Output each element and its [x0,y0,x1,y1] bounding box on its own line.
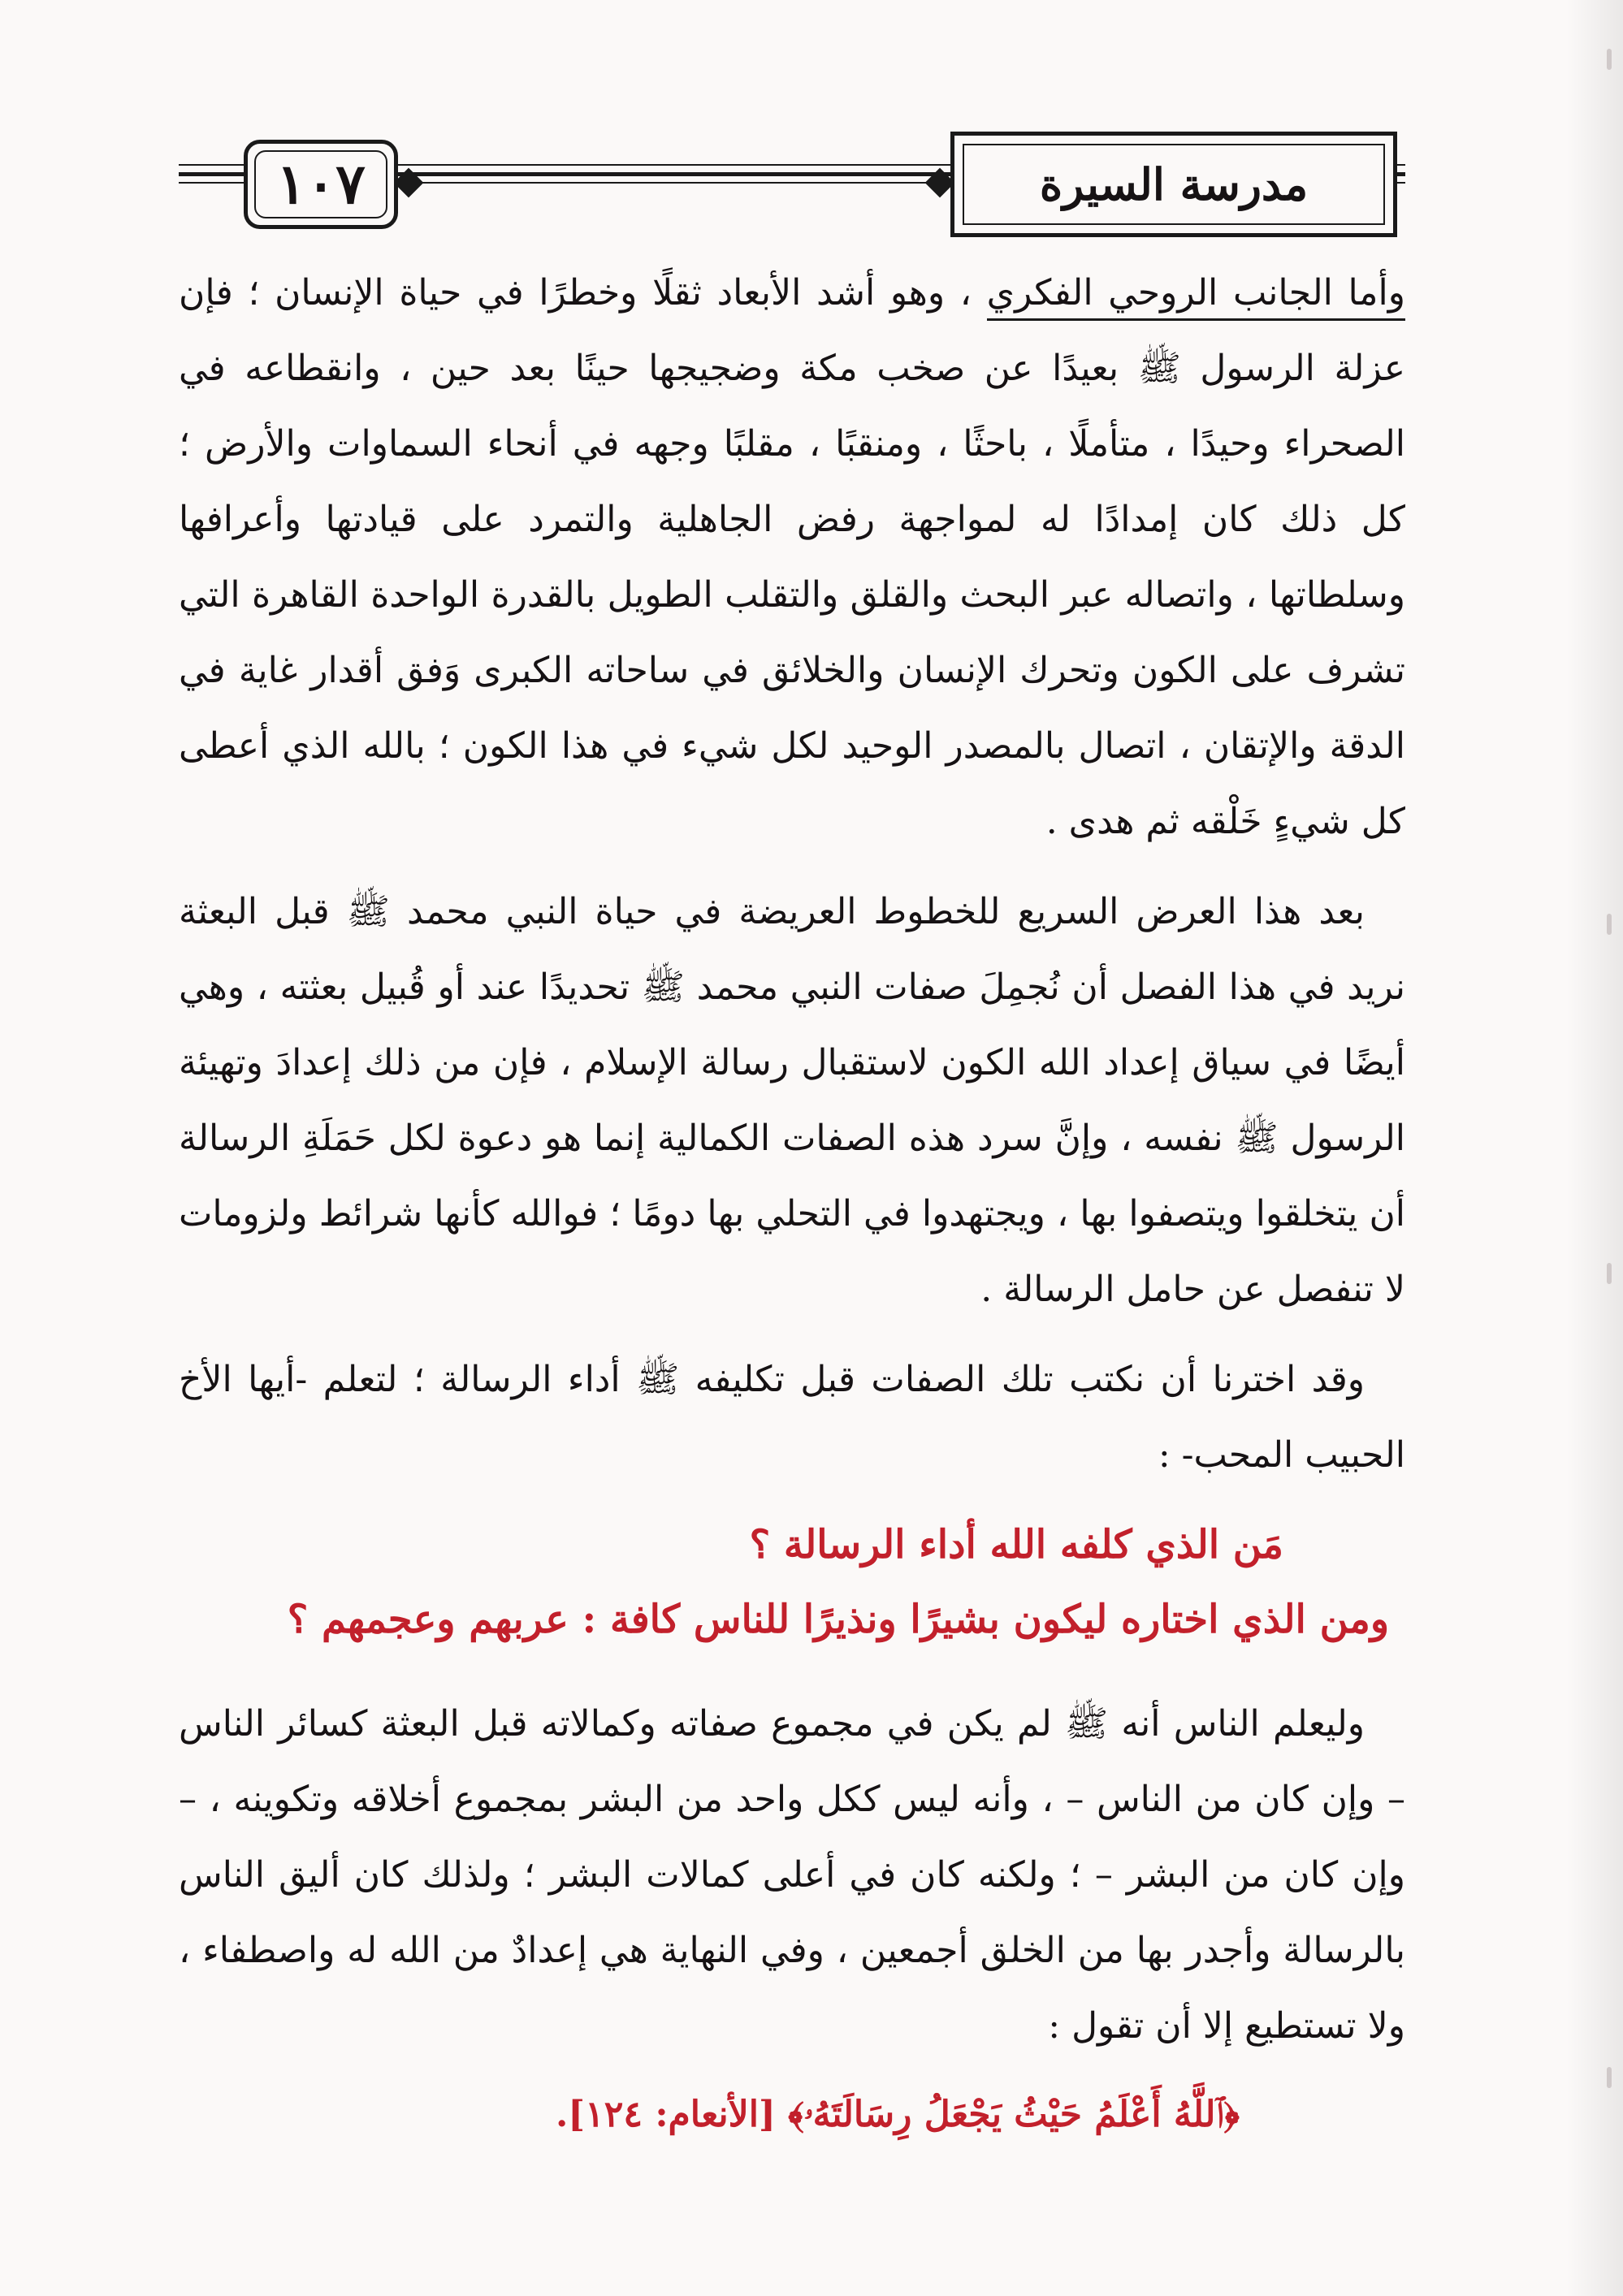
question-line: مَن الذي كلفه الله أداء الرسالة ؟ [749,1522,1283,1567]
paragraph-text: وليعلم الناس أنه ﷺ لم يكن في مجموع صفاته وكمالاته قبل البعثة كسائر الناس – وإن كان من الناس – ، وأنه ليس ككل واحد من البشر بمجموع أخلاقه وتكوينه ، – وإن كان من البشر – ؛ ولكنه كان في أعلى كمالات البشر ؛ ولذلك كان أليق الناس بالرسالة وأجدر بها من الخلق أجمعين ، وفي النهاية هي إعدادٌ من الله له واصطفاء ، ولا تستطيع إلا أن تقول : [179,1703,1405,2047]
page-number-text: ١٠٧ [276,152,366,217]
paragraph-text: بعد هذا العرض السريع للخطوط العريضة في حياة النبي محمد ﷺ قبل البعثة نريد في هذا الفصل أن نُجمِلَ صفات النبي محمد ﷺ تحديدًا عند أو قُبيل بعثته ، وهي أيضًا في سياق إعداد الله الكون لاستقبال رسالة الإسلام ، فإن من ذلك إعدادَ وتهيئة الرسول ﷺ نفسه ، وإنَّ سرد هذه الصفات الكمالية إنما هو دعوة لكل حَمَلَةِ الرسالة أن يتخلقوا ويتصفوا بها ، ويجتهدوا في التحلي بها دومًا ؛ فوالله كأنها شرائط ولزومات لا تنفصل عن حامل الرسالة . [179,891,1405,1310]
section-lead: وأما الجانب الروحي الفكري [987,272,1405,321]
running-title: مدرسة السيرة [1039,158,1309,210]
paragraph [179,1686,1405,2064]
page-header [179,122,1405,244]
highlighted-questions [179,1507,1405,1657]
book-page [179,122,1405,2233]
binding-stitch [1607,914,1612,935]
page-content [179,255,1405,2151]
binding-stitch [1607,1263,1612,1284]
paragraph [179,1342,1405,1493]
paragraph-text: ، وهو أشد الأبعاد ثقلًا وخطرًا في حياة الإنسان ؛ فإن عزلة الرسول ﷺ بعيدًا عن صخب مكة وضجيجها حينًا بعد حين ، وانقطاعه في الصحراء وحيدًا ، متأملًا ، باحثًا ، ومنقبًا ، مقلبًا وجهه في أنحاء السماوات والأرض ؛ كل ذلك كان إمدادًا له لمواجهة رفض الجاهلية والتمرد على قيادتها وأعرافها وسلطاتها ، واتصاله عبر البحث والقلق والتقلب الطويل بالقدرة الواحدة القاهرة التي تشرف على الكون وتحرك الإنسان والخلائق في ساحاته الكبرى وَفق أقدار غاية في الدقة والإتقان ، اتصال بالمصدر الوحيد لكل شيء في هذا الكون ؛ بالله الذي أعطى كل شيءٍ خَلْقه ثم هدى . [179,272,1405,842]
quran-verse: ﴿ٱللَّهُ أَعْلَمُ حَيْثُ يَجْعَلُ رِسَالَتَهُۥ﴾ [الأنعام: ١٢٤]. [555,2094,1240,2135]
binding-stitch [1607,49,1612,70]
page-number [244,140,398,229]
binding-shadow [1566,0,1623,2296]
paragraph [179,874,1405,1327]
binding-stitch [1607,2067,1612,2088]
running-title-frame [950,132,1397,237]
paragraph-text: وقد اخترنا أن نكتب تلك الصفات قبل تكليفه ﷺ أداء الرسالة ؛ لتعلم -أيها الأخ الحبيب المحب- : [179,1359,1405,1476]
question-line: ومن الذي اختاره ليكون بشيرًا ونذيرًا للناس كافة : عربهم وعجمهم ؟ [287,1597,1389,1642]
paragraph [179,255,1405,859]
